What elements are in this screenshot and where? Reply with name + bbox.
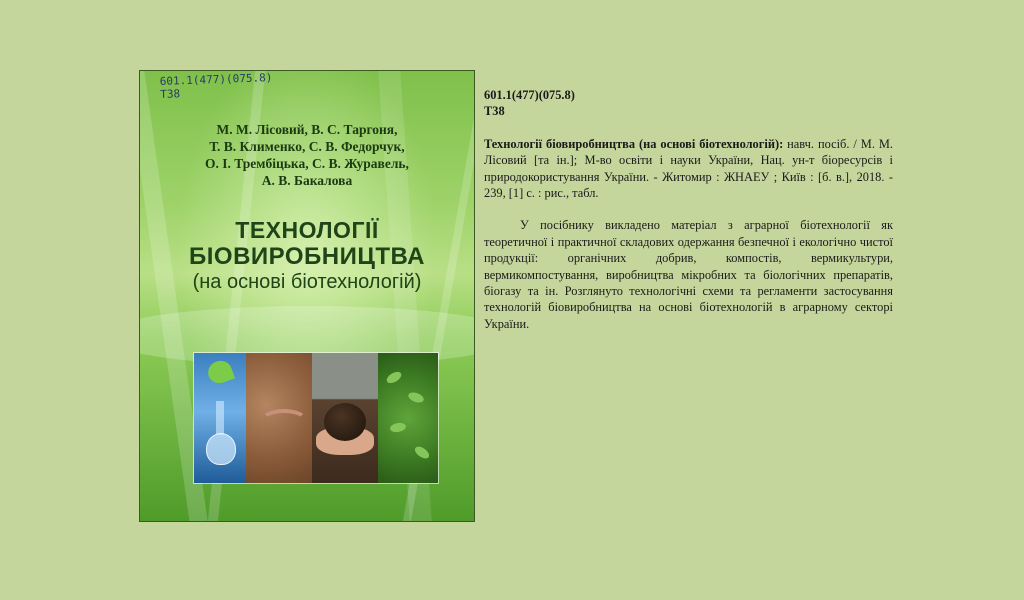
cover-title-line1: ТЕХНОЛОГІЇ (235, 217, 379, 243)
cover-photo-strip (193, 352, 439, 484)
leaf-shape (407, 391, 425, 405)
cover-author-line: М. М. Лісовий, В. С. Таргоня, (216, 122, 398, 137)
leaf-shape (389, 422, 406, 434)
cover-authors (140, 121, 474, 189)
cover-title-line2: БІОВИРОБНИЦТВА (188, 243, 426, 270)
handwritten-cutter: Т38 (160, 87, 181, 101)
flask-neck (216, 401, 224, 435)
flask-icon (206, 433, 236, 465)
catalog-record (484, 87, 893, 332)
record-annotation: У посібнику викладено матеріал з аграрної біотехнології як теоретичної і практичної складових одержання безпечної і екологічно чистої продукції: органічних добрив, компостів, вермикультури, вермикомпостування, виробництва мікробних та біологічних препаратів, біогазу та ін. Розглянуто технологічні схеми та регламенти застосування технологій біовиробництва на основі біотехнологій в аграрному секторі України. (484, 218, 893, 331)
plants-photo (378, 353, 438, 483)
soil-hand-photo (312, 353, 378, 483)
udc-code: 601.1(477)(075.8) (484, 88, 575, 102)
cover-author-line: Т. В. Клименко, С. В. Федорчук, (209, 139, 405, 154)
record-title: Технології біовиробництва (на основі біотехнологій): (484, 136, 784, 151)
leaf-shape (413, 444, 431, 461)
cover-subtitle: (на основі біотехнологій) (192, 271, 422, 293)
sprout-leaf (205, 358, 235, 387)
book-cover-image (139, 70, 475, 522)
handwritten-udc: 601.1(477)(075.8) (159, 71, 273, 88)
bibliographic-description (484, 136, 893, 202)
earthworm-icon (260, 409, 308, 433)
flask-sprout-photo (194, 353, 246, 483)
soil-worm-photo (246, 353, 312, 483)
soil-handful (324, 403, 366, 441)
cutter-code: Т38 (484, 104, 505, 119)
record-description: навч. посіб. / М. М. Лісовий [та ін.]; М-во освіти і науки України, Нац. ун-т біоресурсів і природокористування України. - Житомир : ЖНАЕУ ; Київ : [б. в.], 2018. - 239, [1] с. : рис., табл. (484, 136, 893, 201)
handwritten-shelfmark (160, 71, 273, 101)
cover-author-line: О. І. Трембіцька, С. В. Журавель, (205, 156, 409, 171)
leaf-shape (385, 370, 403, 386)
cover-author-line: А. В. Бакалова (261, 173, 353, 188)
